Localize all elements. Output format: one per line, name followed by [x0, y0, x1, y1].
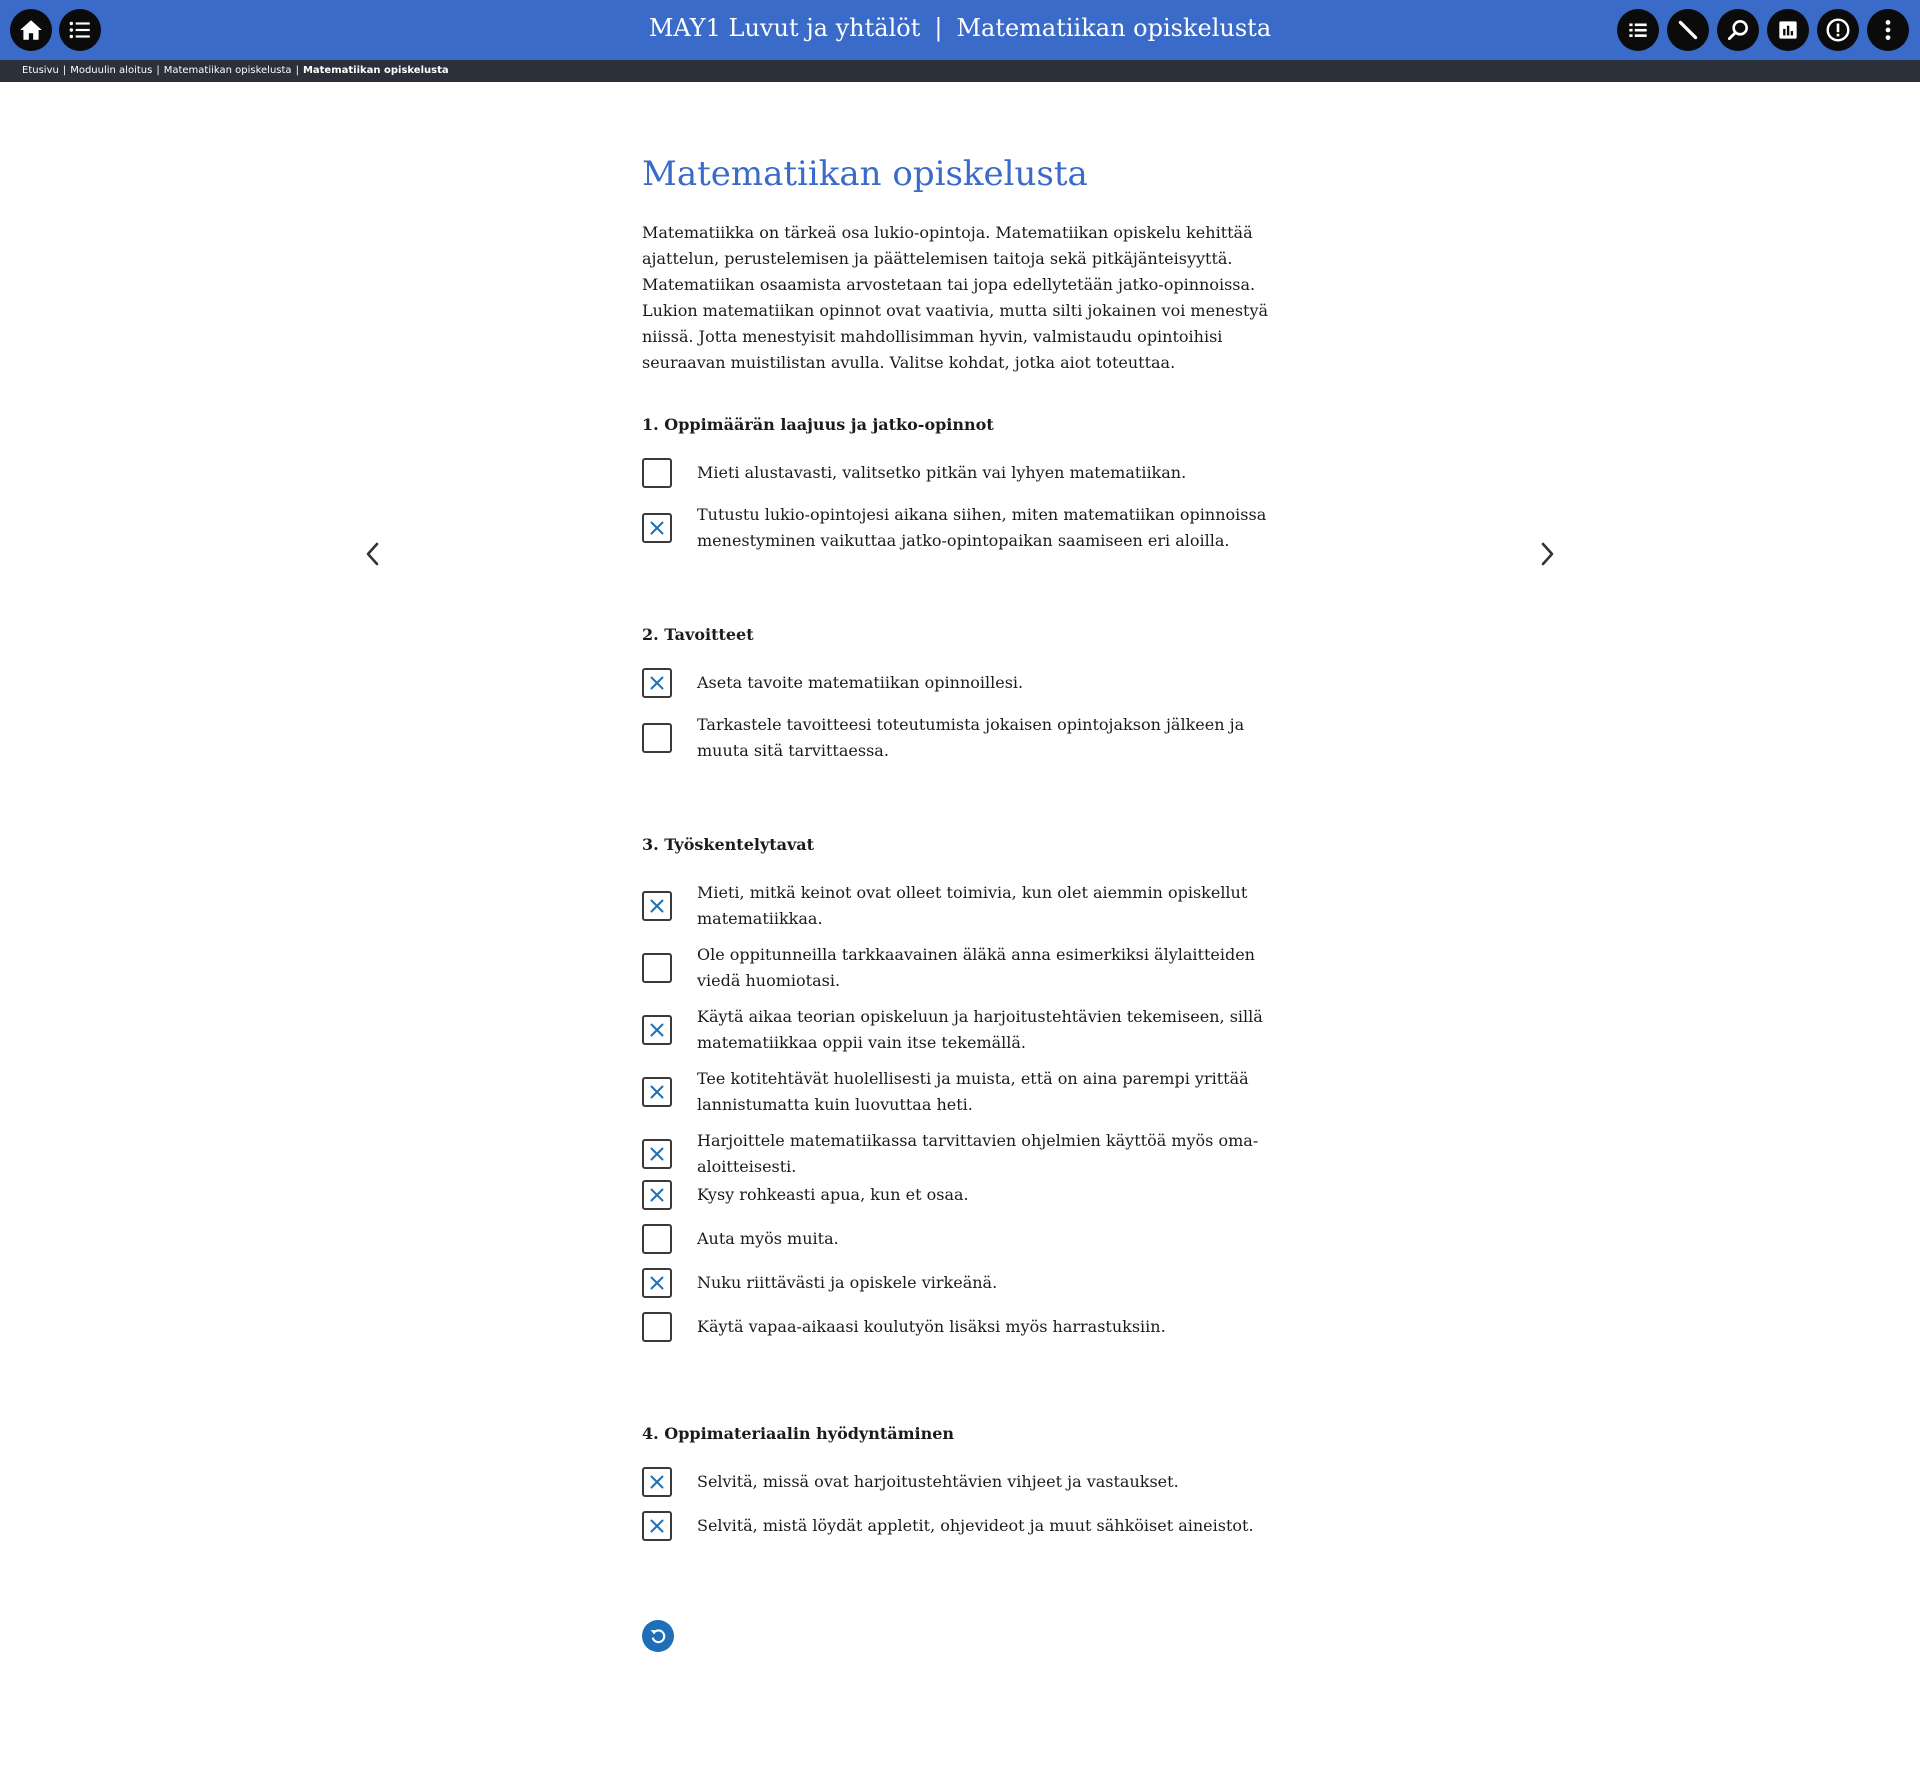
section-heading-wrap [642, 1422, 1287, 1446]
prev-page-button[interactable] [358, 534, 388, 574]
checklist-item-text: Käytä aikaa teorian opiskeluun ja harjoitustehtävien tekemiseen, sillä matematiikkaa oppii vain itse tekemällä. [697, 1007, 1263, 1052]
checkbox[interactable] [642, 1511, 672, 1541]
more-vertical-icon [1875, 17, 1901, 43]
reset-icon [648, 1626, 668, 1646]
section-heading: 2. Tavoitteet [642, 625, 754, 644]
check-mark-icon [649, 898, 665, 914]
breadcrumb-module-start[interactable]: Moduulin aloitus [70, 65, 153, 76]
check-mark-icon [649, 1187, 665, 1203]
checkbox[interactable] [642, 891, 672, 921]
check-mark-icon [649, 675, 665, 691]
checklist-item-text: Mieti, mitkä keinot ovat olleet toimivia, kun olet aiemmin opiskellut matematiikkaa. [697, 883, 1248, 928]
check-mark-icon [649, 1518, 665, 1534]
checklist-item-text: Selvitä, missä ovat harjoitustehtävien vihjeet ja vastaukset. [697, 1472, 1179, 1491]
checklist-item-text: Kysy rohkeasti apua, kun et osaa. [697, 1185, 969, 1204]
course-title: MAY1 Luvut ja yhtälöt [648, 14, 921, 42]
checklist-item-text: Harjoittele matematiikassa tarvittavien ohjelmien käyttöä myös oma-aloitteisesti. [697, 1131, 1259, 1176]
title-separator: | [934, 14, 943, 42]
checkbox[interactable] [642, 723, 672, 753]
checklist-item-text: Tee kotitehtävät huolellisesti ja muista, että on aina parempi yrittää lannistumatta kuin luovuttaa heti. [697, 1069, 1249, 1114]
check-mark-icon [649, 1275, 665, 1291]
checklist-item-text: Ole oppitunneilla tarkkaavainen äläkä anna esimerkiksi älylaitteiden viedä huomiotasi. [697, 945, 1255, 990]
breadcrumb-section[interactable]: Matematiikan opiskelusta [163, 65, 292, 76]
checklist-item-text: Tarkastele tavoitteesi toteutumista jokaisen opintojakson jälkeen ja muuta sitä tarvittaessa. [697, 715, 1245, 760]
checkbox[interactable] [642, 1312, 672, 1342]
breadcrumb-separator: | [156, 65, 160, 76]
list-button[interactable] [1617, 9, 1659, 51]
checkbox[interactable] [642, 513, 672, 543]
breadcrumb-current: Matematiikan opiskelusta [302, 65, 449, 76]
search-button[interactable] [1717, 9, 1759, 51]
checklist-item-text: Aseta tavoite matematiikan opinnoillesi. [697, 673, 1024, 692]
checkbox[interactable] [642, 668, 672, 698]
checkbox[interactable] [642, 1139, 672, 1169]
checkbox[interactable] [642, 1015, 672, 1045]
checkbox[interactable] [642, 1224, 672, 1254]
section-heading-wrap [642, 833, 1287, 857]
checkbox[interactable] [642, 953, 672, 983]
checklist-item-text: Selvitä, mistä löydät appletit, ohjevideot ja muut sähköiset aineistot. [697, 1516, 1254, 1535]
checklist-item-text: Mieti alustavasti, valitsetko pitkän vai lyhyen matematiikan. [697, 463, 1187, 482]
pen-icon [1675, 17, 1701, 43]
check-mark-icon [649, 1084, 665, 1100]
checkbox[interactable] [642, 1180, 672, 1210]
chevron-right-icon [1539, 541, 1555, 567]
reset-button[interactable] [642, 1620, 674, 1652]
page-title: Matematiikan opiskelusta [956, 14, 1272, 42]
content-title: Matematiikan opiskelusta [642, 154, 1088, 194]
checkbox[interactable] [642, 1467, 672, 1497]
checklist-item-text: Käytä vapaa-aikaasi koulutyön lisäksi myös harrastuksiin. [697, 1317, 1166, 1336]
section-heading-wrap [642, 413, 1287, 437]
checkbox[interactable] [642, 458, 672, 488]
section-heading: 3. Työskentelytavat [642, 835, 815, 854]
checklist-item-text: Nuku riittävästi ja opiskele virkeänä. [697, 1273, 998, 1292]
list-icon [1625, 17, 1651, 43]
check-mark-icon [649, 1022, 665, 1038]
check-mark-icon [649, 1146, 665, 1162]
breadcrumb-separator: | [62, 65, 67, 76]
alert-icon [1825, 17, 1851, 43]
next-page-button[interactable] [1532, 534, 1562, 574]
check-mark-icon [649, 520, 665, 536]
check-mark-icon [649, 1474, 665, 1490]
pen-button[interactable] [1667, 9, 1709, 51]
checklist-item-text: Tutustu lukio-opintojesi aikana siihen, miten matematiikan opinnoissa menestyminen vaikuttaa jatko-opintopaikan saamiseen eri aloilla. [697, 505, 1267, 550]
stats-icon [1775, 17, 1801, 43]
checkbox[interactable] [642, 1268, 672, 1298]
alert-button[interactable] [1817, 9, 1859, 51]
breadcrumb-home[interactable]: Etusivu [22, 65, 59, 76]
breadcrumb-separator: | [295, 65, 299, 76]
more-button[interactable] [1867, 9, 1909, 51]
checklist-item-text: Auta myös muita. [697, 1229, 839, 1248]
checkbox[interactable] [642, 1077, 672, 1107]
breadcrumb [0, 60, 1920, 82]
section-heading: 4. Oppimateriaalin hyödyntäminen [642, 1424, 955, 1443]
top-bar [0, 0, 1920, 60]
section-heading: 1. Oppimäärän laajuus ja jatko-opinnot [642, 415, 994, 434]
stats-button[interactable] [1767, 9, 1809, 51]
intro-text: Matematiikka on tärkeä osa lukio-opintoja. Matematiikan opiskelu kehittää ajattelun, perustelemisen ja päättelemisen taitoja sekä pitkäjänteisyyttä. Matematiikan osaamista arvostetaan tai jopa edellytetään jatko-opinnoissa. Lukion matematiikan opinnot ovat vaativia, mutta silti jokainen voi menestyä niissä. Jotta menestyisit mahdollisimman hyvin, valmistaudu opintoihisi seuraavan muistilistan avulla. Valitse kohdat, jotka aiot toteuttaa. [642, 223, 1269, 372]
main-content [642, 148, 1287, 376]
section-heading-wrap [642, 623, 1287, 647]
search-icon [1725, 17, 1751, 43]
chevron-left-icon [365, 541, 381, 567]
